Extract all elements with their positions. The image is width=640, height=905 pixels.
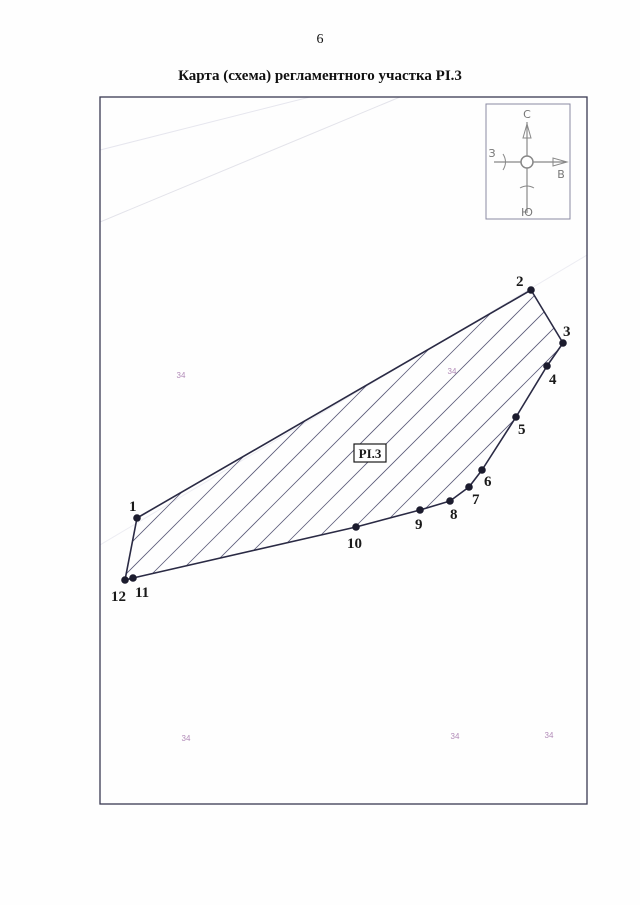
hatch-line [622, 250, 640, 650]
compass-east-label: В [557, 168, 565, 181]
vertex-label-6: 6 [484, 474, 492, 490]
vertex-3 [559, 339, 567, 347]
vertex-5 [512, 413, 520, 421]
hatch-line [0, 250, 320, 650]
cadastral-label: 34 [544, 731, 554, 740]
hatch-line [0, 250, 372, 650]
hatch-line [0, 250, 86, 650]
hatch-line [466, 250, 640, 650]
vertex-8 [446, 497, 454, 505]
hatch-line [0, 250, 190, 650]
hatch-line [492, 250, 640, 650]
vertex-6 [478, 466, 486, 474]
page-number: 6 [316, 32, 324, 47]
vertex-label-12: 12 [111, 589, 126, 605]
cadastral-label: 34 [176, 371, 186, 380]
hatch-line [0, 250, 346, 650]
hatch-line [414, 250, 640, 650]
hatch-line [50, 250, 450, 650]
vertex-label-8: 8 [450, 507, 458, 523]
hatch-line [596, 250, 640, 650]
vertex-label-2: 2 [516, 274, 524, 290]
hatch-line [0, 250, 216, 650]
vertex-label-9: 9 [415, 517, 423, 533]
hatch-line [232, 250, 632, 650]
hatch-line [570, 250, 640, 650]
hatch-line [544, 250, 640, 650]
vertex-1 [133, 514, 141, 522]
parcel-label-box [354, 444, 386, 462]
hatch-line [206, 250, 606, 650]
compass-center-icon [521, 156, 533, 168]
hatch-line [0, 250, 398, 650]
map-title: Карта (схема) регламентного участка PI.3 [178, 68, 462, 84]
background-lines [100, 97, 587, 545]
compass-rose [486, 104, 570, 219]
vertex-label-1: 1 [129, 499, 137, 515]
vertex-4 [543, 362, 551, 370]
vertex-label-3: 3 [563, 324, 571, 340]
vertex-label-10: 10 [347, 536, 362, 552]
cadastral-label: 34 [450, 732, 460, 741]
vertex-label-7: 7 [472, 492, 480, 508]
vertex-label-11: 11 [135, 585, 150, 601]
hatch-line [0, 250, 268, 650]
hatch-line [258, 250, 640, 650]
hatch-line [0, 250, 8, 650]
parcel-label: PI.3 [358, 446, 382, 461]
vertex-9 [416, 506, 424, 514]
hatch-line [0, 250, 112, 650]
hatch-line [388, 250, 640, 650]
vertex-label-5: 5 [518, 422, 526, 438]
cadastral-label: 34 [447, 367, 457, 376]
cadastral-label: 34 [181, 734, 191, 743]
hatch-line [440, 250, 640, 650]
hatch-line [518, 250, 640, 650]
vertex-11 [129, 574, 137, 582]
vertex-10 [352, 523, 360, 531]
vertex-label-4: 4 [549, 372, 557, 388]
map-frame [100, 97, 587, 804]
hatch-line [0, 250, 60, 650]
parcel-boundary [125, 290, 563, 580]
compass-south-label: Ю [521, 206, 533, 219]
hatch-line [0, 250, 34, 650]
hatch-line [102, 250, 502, 650]
compass-west-label: З [488, 147, 496, 160]
hatch-line [128, 250, 528, 650]
vertex-2 [527, 286, 535, 294]
vertex-7 [465, 483, 473, 491]
vertex-12 [121, 576, 129, 584]
compass-north-label: С [523, 108, 531, 121]
boundary-vertices [121, 286, 567, 584]
hatch-line [362, 250, 640, 650]
